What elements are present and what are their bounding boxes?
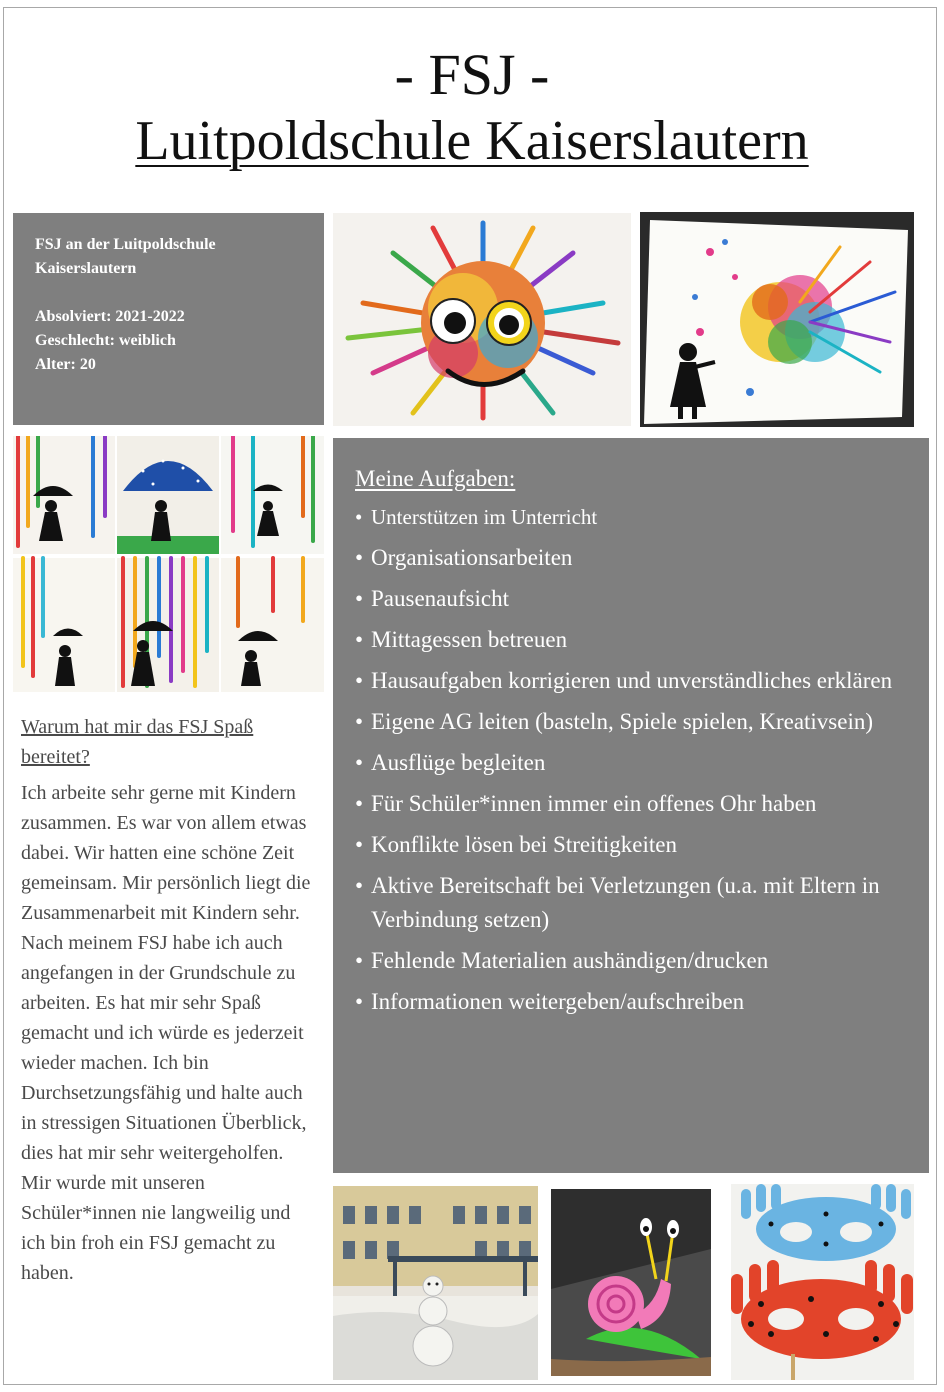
task-item: • Mittagessen betreuen	[355, 623, 907, 657]
task-item: • Aktive Bereitschaft bei Verletzungen (u.a. mit Eltern in Verbindung setzen)	[355, 869, 907, 937]
photo-snowman	[333, 1186, 538, 1380]
task-item: • Informationen weitergeben/aufschreiben	[355, 985, 907, 1019]
why-title: Warum hat mir das FSJ Spaß bereitet?	[21, 716, 254, 768]
tasks-title: Meine Aufgaben:	[355, 466, 516, 491]
task-item: • Hausaufgaben korrigieren und unverständliches erklären	[355, 664, 907, 698]
photo-umbrella-collage	[13, 436, 324, 692]
task-item: • Fehlende Materialien aushändigen/drucken	[355, 944, 907, 978]
task-item: • Unterstützen im Unterricht	[355, 500, 907, 534]
info-completed: Absolviert: 2021-2022	[35, 308, 185, 325]
task-item: • Ausflüge begleiten	[355, 746, 907, 780]
task-item: • Konflikte lösen bei Streitigkeiten	[355, 828, 907, 862]
info-line-1: FSJ an der Luitpoldschule	[35, 236, 216, 253]
info-gender: Geschlecht: weiblich	[35, 332, 176, 349]
tasks-box	[333, 438, 929, 1173]
tasks-list	[355, 500, 907, 1019]
page-title-fsj: - FSJ -	[394, 42, 550, 107]
task-item: • Eigene AG leiten (basteln, Spiele spielen, Kreativsein)	[355, 705, 907, 739]
task-item: • Für Schüler*innen immer ein offenes Ohr haben	[355, 787, 907, 821]
info-line-2: Kaiserslautern	[35, 260, 137, 277]
info-age: Alter: 20	[35, 356, 96, 373]
photo-hand-masks	[731, 1184, 914, 1380]
photo-splatter-face	[333, 213, 631, 426]
page-title-school	[0, 106, 944, 176]
page-title-school-text: Luitpoldschule Kaiserslautern	[135, 110, 809, 172]
task-item: • Pausenaufsicht	[355, 582, 907, 616]
photo-paper-snail	[551, 1189, 711, 1376]
photo-girl-splatter	[640, 212, 914, 427]
task-item: • Organisationsarbeiten	[355, 541, 907, 575]
info-box	[13, 213, 324, 425]
why-text: Ich arbeite sehr gerne mit Kindern zusammen. Es war von allem etwas dabei. Wir hatten eine schöne Zeit gemeinsam. Mir persönlich liegt die Zusammenarbeit mit Kindern sehr. Nach meinem FSJ habe ich auch angefangen in der Grundschule zu arbeiten. Es hat mir sehr Spaß gemacht und ich würde es jederzeit wieder machen. Ich bin Durchsetzungsfähig und halte auch in stressigen Situationen Überblick, dies hat mir sehr weitergeholfen. Mir wurde mit unseren Schüler*innen nie langweilig und ich bin froh ein FSJ gemacht zu haben.	[21, 782, 311, 1284]
